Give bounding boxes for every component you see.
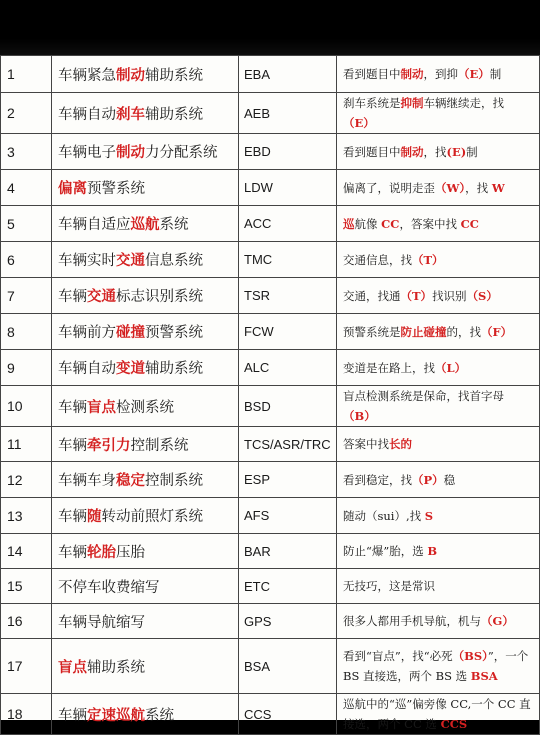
highlight-text: 碰撞	[116, 324, 145, 341]
highlight-text: 轮胎	[87, 543, 116, 561]
table-row	[1, 93, 540, 134]
text-segment: 信息系统	[145, 253, 203, 269]
text-segment: 压胎	[116, 544, 145, 561]
table-row	[1, 134, 540, 170]
text-segment: 看到题目中	[343, 67, 401, 81]
highlight-text: （T）	[412, 252, 444, 267]
highlight-text: （BS）	[452, 649, 488, 663]
text-segment: 车辆	[58, 289, 87, 305]
table-row	[1, 569, 540, 604]
abbreviation: EBD	[239, 134, 337, 170]
highlight-text: 制动	[400, 67, 424, 81]
abbreviation: ALC	[239, 350, 337, 386]
highlight-text: 盲点	[58, 658, 87, 676]
table-row	[1, 170, 540, 206]
abbreviation: BSD	[239, 386, 337, 427]
text-segment: 车辆电子	[58, 145, 116, 161]
memory-tip	[337, 569, 540, 604]
text-segment: 很多人都用手机导航，机与	[343, 614, 481, 628]
row-number: 9	[1, 350, 52, 386]
system-name	[52, 278, 239, 314]
highlight-text: 制动	[116, 66, 145, 84]
text-segment: 辅助系统	[87, 659, 145, 676]
text-segment: 标志识别系统	[116, 289, 203, 305]
text-segment: 不停车收费缩写	[58, 579, 160, 596]
row-number: 5	[1, 206, 52, 242]
memory-tip	[337, 56, 540, 93]
text-segment: 稳	[443, 472, 456, 487]
text-segment: 预警系统是	[343, 324, 401, 339]
text-segment: 随动（sui）,找	[343, 508, 425, 523]
text-segment: 车辆	[58, 399, 87, 416]
text-segment: ”，一个 BS 直接选，两个 BS 选	[343, 649, 529, 683]
table-row	[1, 386, 540, 427]
table-row	[1, 498, 540, 534]
memory-tip	[337, 206, 540, 242]
highlight-text: CCS	[440, 717, 468, 731]
abbreviation: AEB	[239, 93, 337, 134]
text-segment: 车辆自适应	[58, 217, 131, 233]
text-segment: 偏离了，说明走歪	[343, 180, 435, 195]
text-segment: 找识别	[432, 288, 467, 303]
memory-tip	[337, 278, 540, 314]
highlight-text: （P）	[412, 472, 444, 487]
row-number: 8	[1, 314, 52, 350]
highlight-text: 抑制	[400, 96, 424, 110]
highlight-text: (E)	[446, 144, 467, 159]
highlight-text: 巡	[343, 216, 355, 231]
highlight-text: （S）	[466, 288, 498, 303]
system-name	[52, 206, 239, 242]
row-number: 6	[1, 242, 52, 278]
top-bar	[0, 0, 540, 55]
system-name	[52, 242, 239, 278]
text-segment: 看到题目中	[343, 144, 401, 159]
highlight-text: （E）	[343, 116, 375, 130]
highlight-text: BSA	[470, 669, 498, 683]
highlight-text: 刹车	[116, 105, 145, 123]
row-number: 17	[1, 639, 52, 694]
system-name	[52, 386, 239, 427]
text-segment: 控制系统	[130, 437, 189, 454]
highlight-text: 制动	[400, 144, 424, 159]
highlight-text: S	[424, 508, 434, 523]
highlight-text: （F）	[481, 324, 513, 339]
system-name	[52, 170, 239, 206]
highlight-text: 偏离	[58, 180, 87, 197]
row-number: 11	[1, 427, 52, 462]
memory-tip	[337, 498, 540, 534]
abbreviation: TCS/ASR/TRC	[239, 427, 337, 462]
system-name	[52, 350, 239, 386]
text-segment: 车辆前方	[58, 325, 116, 341]
abbreviation: GPS	[239, 604, 337, 639]
abbreviation: EBA	[239, 56, 337, 93]
text-segment: 的，找	[446, 324, 481, 339]
highlight-text: 制动	[116, 144, 145, 161]
text-segment: 控制系统	[145, 473, 203, 489]
text-segment: 交通信息，找	[343, 252, 412, 267]
table-row	[1, 639, 540, 694]
system-name	[52, 134, 239, 170]
system-name	[52, 604, 239, 639]
text-segment: 车辆自动	[58, 361, 116, 377]
abbreviation: CCS	[239, 694, 337, 735]
system-name	[52, 569, 239, 604]
text-segment: 辅助系统	[145, 361, 203, 377]
text-segment: 辅助系统	[145, 106, 203, 123]
abbreviation: AFS	[239, 498, 337, 534]
memory-tip	[337, 314, 540, 350]
highlight-text: （B）	[343, 409, 376, 423]
abbreviation: ETC	[239, 569, 337, 604]
system-name	[52, 694, 239, 735]
row-number: 15	[1, 569, 52, 604]
row-number: 14	[1, 534, 52, 569]
row-number: 1	[1, 56, 52, 93]
memory-tip	[337, 93, 540, 134]
highlight-text: （L）	[435, 360, 467, 375]
row-number: 2	[1, 93, 52, 134]
highlight-text: W	[491, 180, 505, 195]
memory-tip	[337, 694, 540, 735]
text-segment: 无技巧，这是常识	[343, 579, 435, 593]
text-segment: 车辆紧急	[58, 67, 116, 84]
highlight-text: 巡航	[130, 216, 160, 233]
abbreviation: LDW	[239, 170, 337, 206]
system-name	[52, 498, 239, 534]
abbreviation: TSR	[239, 278, 337, 314]
text-segment: ，到抑	[423, 67, 458, 81]
text-segment: 车辆实时	[58, 253, 116, 269]
text-segment: 航像	[354, 216, 382, 231]
highlight-text: 防止碰撞	[400, 324, 447, 339]
system-name	[52, 534, 239, 569]
memory-tip	[337, 604, 540, 639]
text-segment: ，找	[465, 180, 492, 195]
memory-tip	[337, 462, 540, 498]
memory-tip	[337, 534, 540, 569]
highlight-text: （W）	[435, 180, 466, 195]
abbreviation: BSA	[239, 639, 337, 694]
text-segment: 检测系统	[116, 399, 174, 416]
text-segment: 转动前照灯系统	[101, 509, 203, 525]
table-row	[1, 56, 540, 93]
highlight-text: 盲点	[87, 398, 116, 416]
table-row	[1, 534, 540, 569]
system-name	[52, 462, 239, 498]
text-segment: 变道是在路上，找	[343, 360, 435, 375]
row-number: 10	[1, 386, 52, 427]
text-segment: 系统	[145, 707, 174, 724]
abbreviation: BAR	[239, 534, 337, 569]
highlight-text: （T）	[400, 288, 433, 303]
table-row	[1, 314, 540, 350]
system-name	[52, 93, 239, 134]
text-segment: 巡航中的“巡”偏旁像 CC,一个 CC 直接选，两个 CC 选	[343, 697, 531, 731]
row-number: 13	[1, 498, 52, 534]
highlight-text: 牵引力	[87, 436, 131, 454]
text-segment: ，找	[423, 144, 447, 159]
memory-tip	[337, 639, 540, 694]
highlight-text: （E）	[458, 67, 490, 81]
memory-tip	[337, 170, 540, 206]
row-number: 7	[1, 278, 52, 314]
highlight-text: 稳定	[116, 472, 145, 489]
highlight-text: 长的	[389, 437, 412, 451]
memory-tip	[337, 134, 540, 170]
table-row	[1, 206, 540, 242]
highlight-text: CC	[460, 216, 479, 231]
text-segment: 车辆自动	[58, 106, 116, 123]
text-segment: 预警系统	[145, 325, 203, 341]
text-segment: ，答案中找	[399, 216, 461, 231]
text-segment: 刹车系统是	[343, 96, 401, 110]
text-segment: 车辆继续走，找	[423, 96, 504, 110]
text-segment: 车辆	[58, 509, 87, 525]
text-segment: 交通，找通	[343, 288, 401, 303]
table-row	[1, 278, 540, 314]
table-body	[1, 56, 540, 735]
system-name	[52, 56, 239, 93]
text-segment: 看到“盲点”，找“必死	[343, 649, 453, 663]
table-row	[1, 350, 540, 386]
table-row	[1, 694, 540, 735]
highlight-text: CC	[381, 216, 400, 231]
row-number: 18	[1, 694, 52, 735]
text-segment: 答案中找	[343, 437, 389, 451]
table-row	[1, 427, 540, 462]
abbreviation: ACC	[239, 206, 337, 242]
abbreviation: FCW	[239, 314, 337, 350]
abbreviation: ESP	[239, 462, 337, 498]
table-row	[1, 604, 540, 639]
text-segment: 系统	[159, 217, 189, 233]
memory-tip	[337, 386, 540, 427]
row-number: 16	[1, 604, 52, 639]
text-segment: 车辆	[58, 707, 87, 724]
highlight-text: （G）	[481, 614, 514, 628]
memory-tip	[337, 427, 540, 462]
text-segment: 车辆	[58, 437, 87, 454]
text-segment: 车辆车身	[58, 473, 116, 489]
text-segment: 看到稳定，找	[343, 472, 412, 487]
table-row	[1, 242, 540, 278]
text-segment: 车辆导航缩写	[58, 614, 145, 631]
text-segment: 制	[489, 67, 502, 81]
memory-tip	[337, 350, 540, 386]
text-segment: 车辆	[58, 544, 87, 561]
highlight-text: 交通	[87, 288, 116, 305]
highlight-text: 定速巡航	[87, 706, 145, 724]
row-number: 4	[1, 170, 52, 206]
highlight-text: 随	[87, 508, 102, 525]
system-name	[52, 427, 239, 462]
text-segment: 力分配系统	[145, 145, 218, 161]
highlight-text: 交通	[116, 252, 145, 269]
abbreviation: TMC	[239, 242, 337, 278]
table-row	[1, 462, 540, 498]
abbreviation-table	[0, 55, 540, 735]
text-segment: 盲点检测系统是保命，找首字母	[343, 389, 504, 403]
text-segment: 辅助系统	[145, 67, 203, 84]
highlight-text: 变道	[116, 360, 145, 377]
memory-tip	[337, 242, 540, 278]
text-segment: 制	[466, 144, 478, 159]
row-number: 3	[1, 134, 52, 170]
text-segment: 预警系统	[87, 181, 145, 197]
row-number: 12	[1, 462, 52, 498]
text-segment: 防止“爆”胎，选	[343, 544, 428, 558]
system-name	[52, 314, 239, 350]
highlight-text: B	[427, 544, 438, 558]
system-name	[52, 639, 239, 694]
document-page	[0, 55, 540, 731]
